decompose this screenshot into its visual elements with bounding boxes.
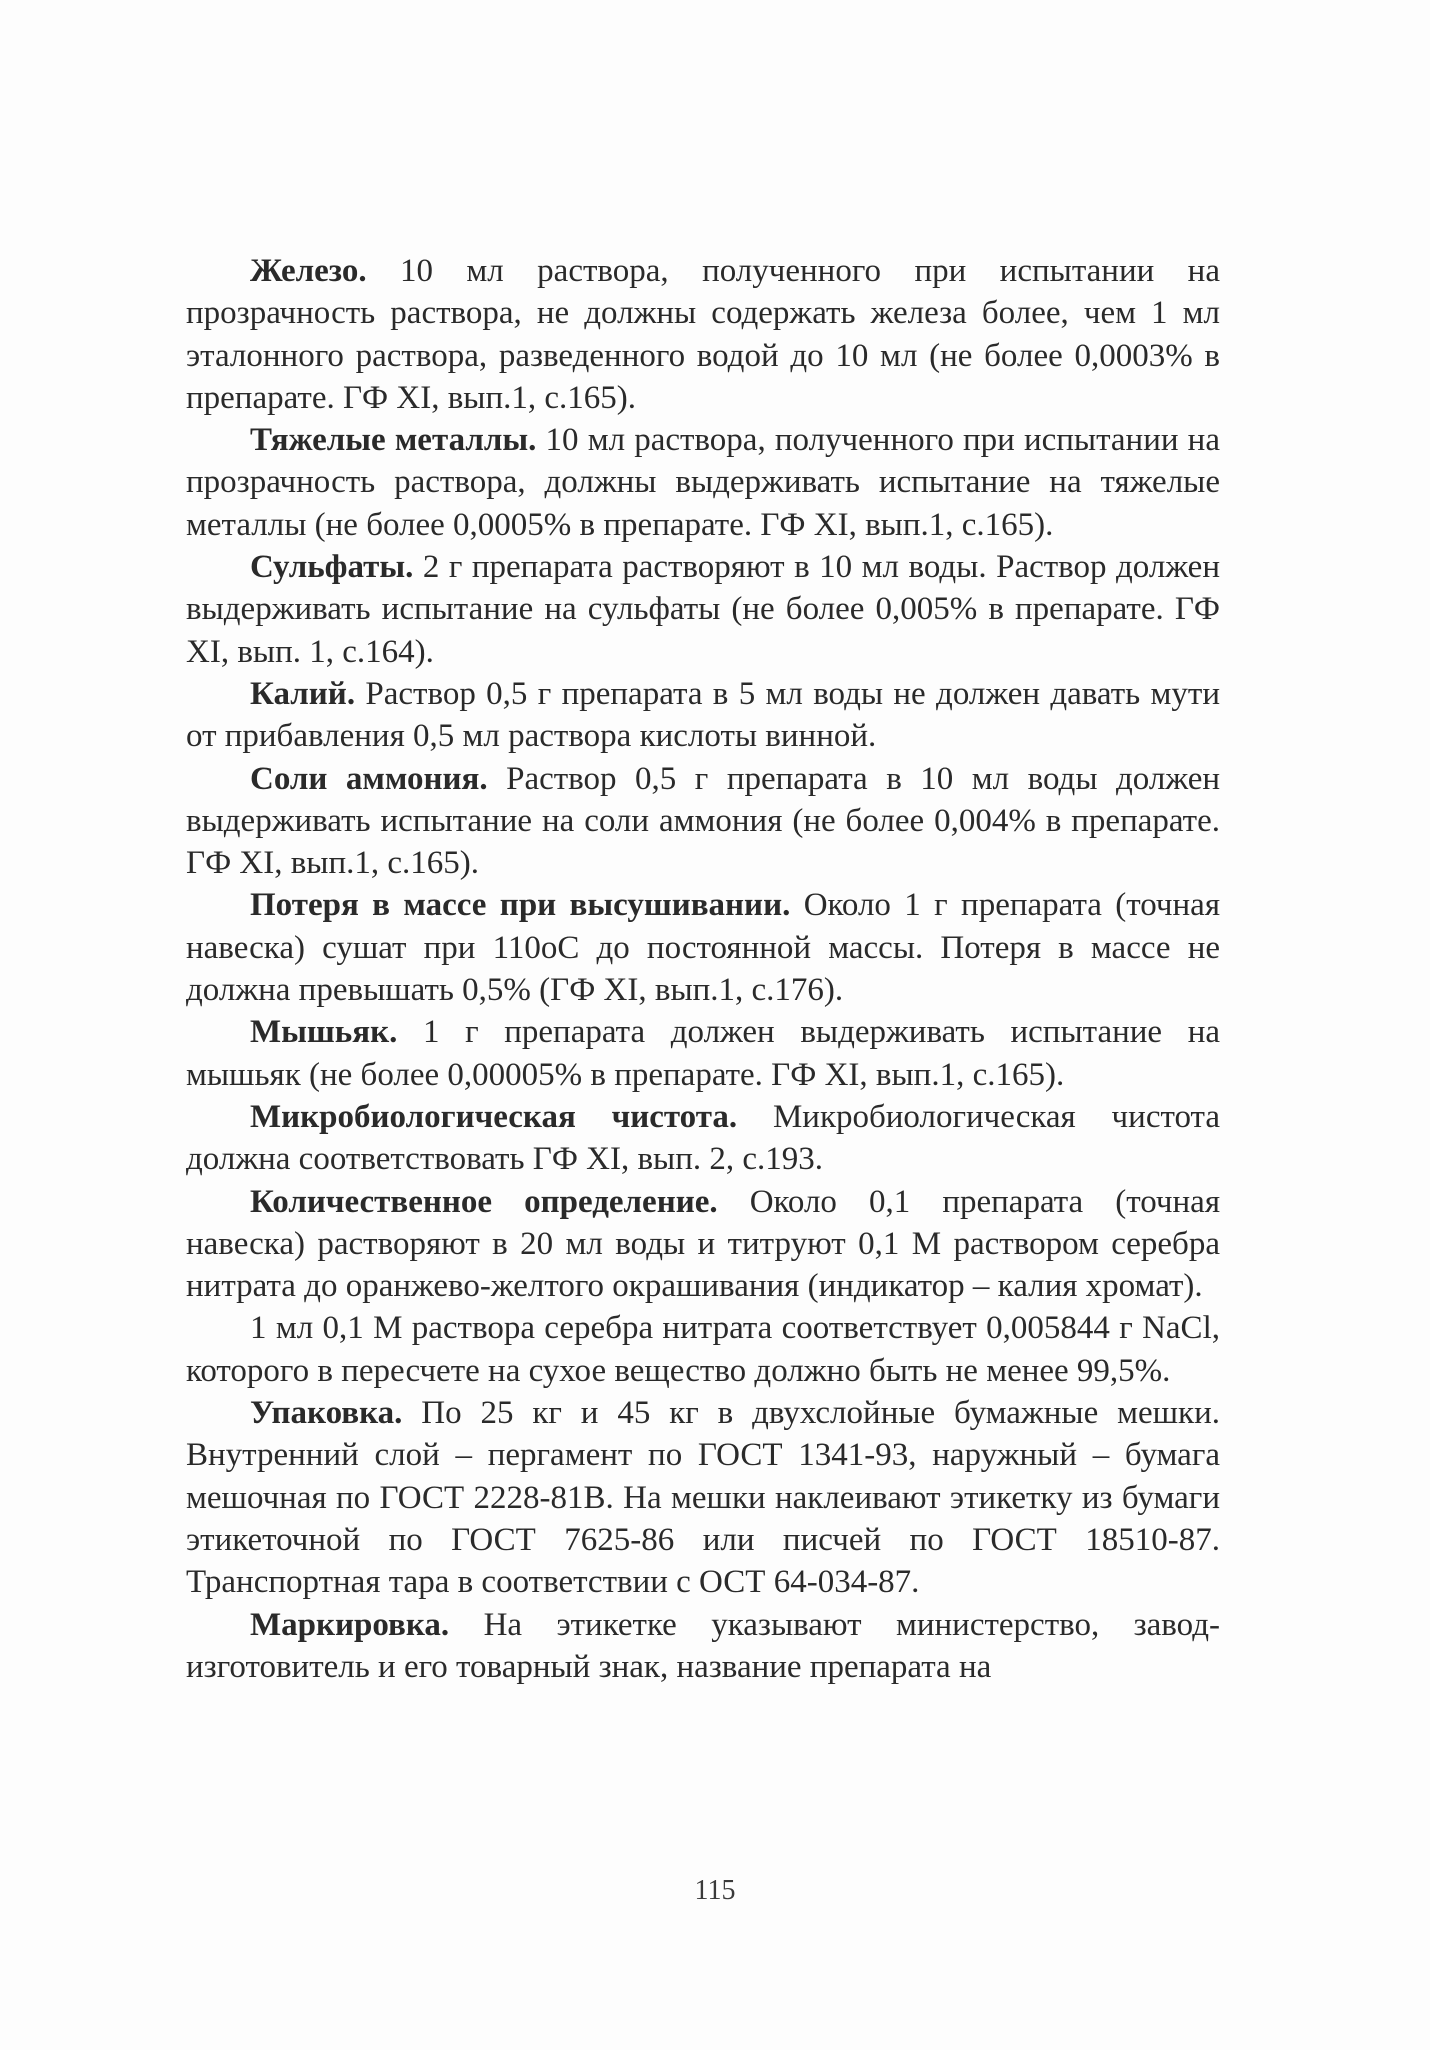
paragraph-text: Микробиологическая чистота должна соответствовать ГФ XI, вып. 2, с.193. — [186, 1098, 1220, 1178]
paragraph-heading: Микробиологическая чистота. — [250, 1098, 738, 1135]
paragraph-text: 10 мл раствора, полученного при испытании на прозрачность раствора, должны выдерживать испытание на тяжелые металлы (не более 0,0005% в препарате. ГФ XI, вып.1, с.165). — [186, 422, 1220, 543]
paragraph-labeling — [186, 1604, 1220, 1689]
paragraph-heavy-metals — [186, 419, 1220, 546]
paragraph-heading: Упаковка. — [250, 1395, 403, 1432]
paragraph-microbiological-purity — [186, 1096, 1220, 1181]
paragraph-text: На этикетке указывают министерство, завод-изготовитель и его товарный знак, название препарата на — [186, 1606, 1220, 1685]
paragraph-text: 1 г препарата должен выдерживать испытание на мышьяк (не более 0,00005% в препарате. ГФ XI, вып.1, с.165). — [186, 1014, 1220, 1093]
document-body — [186, 250, 1220, 1688]
paragraph-heading: Калий. — [250, 675, 356, 712]
paragraph-packaging — [186, 1392, 1220, 1603]
paragraph-assay — [186, 1181, 1220, 1308]
paragraph-sulfates — [186, 546, 1220, 673]
paragraph-potassium — [186, 673, 1220, 758]
paragraph-text: Около 1 г препарата (точная навеска) сушат при 110оС до постоянной массы. Потеря в массе не должна превышать 0,5% (ГФ XI, вып.1, с.176). — [186, 887, 1220, 1009]
paragraph-heading: Количественное определение. — [250, 1183, 718, 1220]
paragraph-text: 1 мл 0,1 М раствора серебра нитрата соответствует 0,005844 г NaCl, которого в пересчете на сухое вещество должно быть не менее 99,5%. — [186, 1310, 1220, 1389]
paragraph-heading: Маркировка. — [250, 1606, 450, 1643]
paragraph-arsenic — [186, 1011, 1220, 1096]
paragraph-iron — [186, 250, 1220, 419]
page-number: 115 — [694, 1875, 736, 1906]
paragraph-text: 2 г препарата растворяют в 10 мл воды. Раствор должен выдерживать испытание на сульфаты (не более 0,005% в препарате. ГФ XI, вып. 1, с.164). — [186, 549, 1220, 670]
paragraph-heading: Сульфаты. — [250, 549, 414, 586]
paragraph-heading: Мышьяк. — [250, 1014, 398, 1051]
paragraph-text: По 25 кг и 45 кг в двухслойные бумажные мешки. Внутренний слой – пергамент по ГОСТ 1341-93, наружный – бумага мешочная по ГОСТ 2228-81В. На мешки наклеивают этикетку из бумаги этикеточной по ГОСТ 7625-86 или писчей по ГОСТ 18510-87. Транспортная тара в соответствии с ОСТ 64-034-87. — [186, 1395, 1220, 1601]
paragraph-loss-on-drying — [186, 884, 1220, 1011]
paragraph-text: Раствор 0,5 г препарата в 10 мл воды должен выдерживать испытание на соли аммония (не более 0,004% в препарате. ГФ XI, вып.1, с.165). — [186, 760, 1221, 882]
paragraph-text: Около 0,1 препарата (точная навеска) растворяют в 20 мл воды и титруют 0,1 М раствором серебра нитрата до оранжево-желтого окрашивания (индикатор – калия хромат). — [186, 1183, 1220, 1305]
paragraph-text: Раствор 0,5 г препарата в 5 мл воды не должен давать мути от прибавления 0,5 мл раствора кислоты винной. — [186, 675, 1220, 755]
paragraph-assay-equivalence — [186, 1307, 1220, 1392]
paragraph-heading: Потеря в массе при высушивании. — [250, 887, 791, 924]
paragraph-heading: Соли аммония. — [250, 760, 488, 797]
paragraph-heading: Тяжелые металлы. — [250, 422, 537, 459]
paragraph-ammonium-salts — [186, 758, 1220, 885]
paragraph-heading: Железо. — [250, 253, 367, 289]
paragraph-text: 10 мл раствора, полученного при испытании на прозрачность раствора, не должны содержать железа более, чем 1 мл эталонного раствора, разведенного водой до 10 мл (не более 0,0003% в препарате. ГФ XI, вып.1, с.165). — [186, 253, 1220, 416]
